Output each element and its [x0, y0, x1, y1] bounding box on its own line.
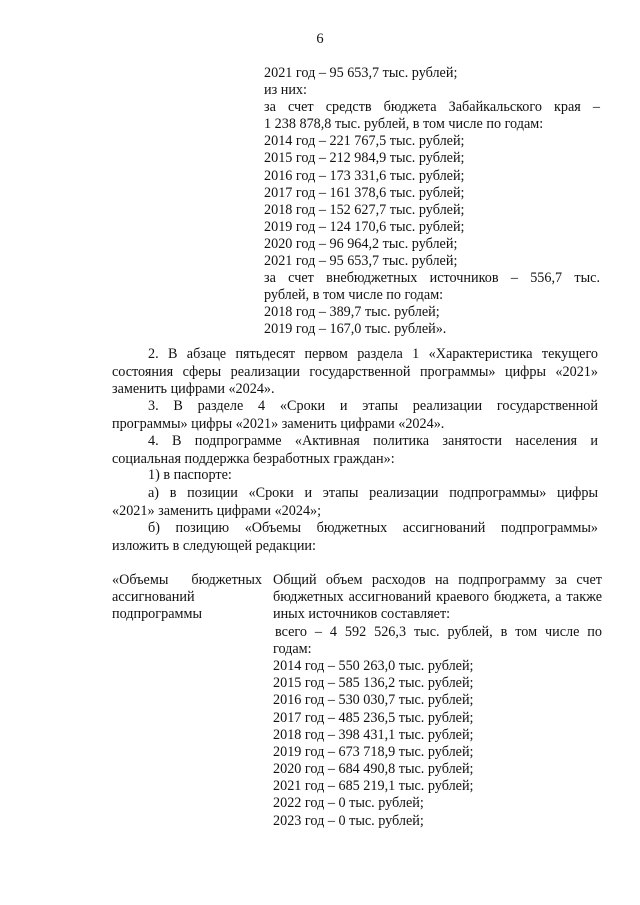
year-line: 2023 год – 0 тыс. рублей; [273, 812, 424, 829]
text-line: «Объемы бюджетных [112, 572, 262, 588]
text-line: 4. В подпрограмме «Активная политика занятости населения и [148, 433, 598, 449]
paragraph-4 [112, 433, 598, 468]
text-line: 2021 год – 95 653,7 тыс. рублей; [264, 65, 458, 81]
text-line: состояния сферы реализации государственной программы» цифры «2021» [112, 363, 598, 380]
text-line: иных источников составляет: [273, 606, 451, 623]
text-line: 3. В разделе 4 «Сроки и этапы реализации государственной [148, 398, 598, 414]
year-line: 2017 год – 161 378,6 тыс. рублей; [264, 184, 465, 201]
text-line: рублей, в том числе по годам: [264, 287, 444, 304]
text-line: годам: [273, 640, 312, 657]
text-line: программы» цифры «2021» заменить цифрами «2024». [112, 415, 445, 432]
year-line: 2015 год – 585 136,2 тыс. рублей; [273, 675, 474, 692]
year-line: 2020 год – 684 490,8 тыс. рублей; [273, 761, 474, 778]
paragraph-5 [112, 467, 598, 485]
year-line: 2022 год – 0 тыс. рублей; [273, 795, 424, 812]
table-left-cell [112, 572, 262, 624]
text-line: изложить в следующей редакции: [112, 537, 316, 554]
year-line: 2014 год – 550 263,0 тыс. рублей; [273, 657, 474, 674]
text-line: бюджетных ассигнований краевого бюджета, а также [273, 589, 602, 606]
year-line: 2018 год – 398 431,1 тыс. рублей; [273, 726, 474, 743]
table-right-cell [273, 572, 602, 830]
year-line: 2020 год – 96 964,2 тыс. рублей; [264, 235, 458, 252]
text-line: за счет внебюджетных источников – 556,7 тыс. [264, 270, 600, 287]
year-line: 2019 год – 673 718,9 тыс. рублей; [273, 743, 474, 760]
budget-continuation-block [264, 65, 600, 339]
year-line: 2017 год – 485 236,5 тыс. рублей; [273, 709, 474, 726]
year-line: 2021 год – 95 653,7 тыс. рублей; [264, 253, 458, 270]
text-line: за счет средств бюджета Забайкальского края – [264, 99, 600, 116]
year-line: 2018 год – 389,7 тыс. рублей; [264, 304, 440, 321]
text-line: подпрограммы [112, 606, 202, 623]
text-line: а) в позиции «Сроки и этапы реализации подпрограммы» цифры [148, 485, 598, 501]
year-line: 2019 год – 124 170,6 тыс. рублей; [264, 218, 465, 235]
text-line: 1 238 878,8 тыс. рублей, в том числе по годам: [264, 116, 544, 133]
text-line: «2021» заменить цифрами «2024»; [112, 502, 322, 519]
text-line: из них: [264, 82, 307, 99]
year-line: 2021 год – 685 219,1 тыс. рублей; [273, 778, 474, 795]
text-line: 1) в паспорте: [148, 467, 232, 483]
year-line: 2016 год – 530 030,7 тыс. рублей; [273, 692, 474, 709]
page-number: 6 [316, 31, 324, 47]
year-line: 2015 год – 212 984,9 тыс. рублей; [264, 150, 465, 167]
text-line: социальная поддержка безработных граждан»: [112, 450, 395, 467]
paragraph-6 [112, 485, 598, 520]
year-line: 2014 год – 221 767,5 тыс. рублей; [264, 133, 465, 150]
text-line: 2. В абзаце пятьдесят первом раздела 1 «Характеристика текущего [148, 346, 598, 362]
text-line: Общий объем расходов на подпрограмму за счет [273, 572, 602, 588]
text-line: заменить цифрами «2024». [112, 381, 275, 398]
paragraph-7 [112, 520, 598, 555]
text-line: б) позицию «Объемы бюджетных ассигнований подпрограммы» [148, 520, 598, 536]
text-line: ассигнований [112, 589, 195, 606]
year-line: 2018 год – 152 627,7 тыс. рублей; [264, 201, 465, 218]
paragraph-3 [112, 398, 598, 433]
text-line: всего – 4 592 526,3 тыс. рублей, в том числе по [275, 623, 602, 640]
year-line: 2016 год – 173 331,6 тыс. рублей; [264, 167, 465, 184]
paragraph-2 [112, 346, 598, 399]
year-line: 2019 год – 167,0 тыс. рублей». [264, 321, 447, 338]
